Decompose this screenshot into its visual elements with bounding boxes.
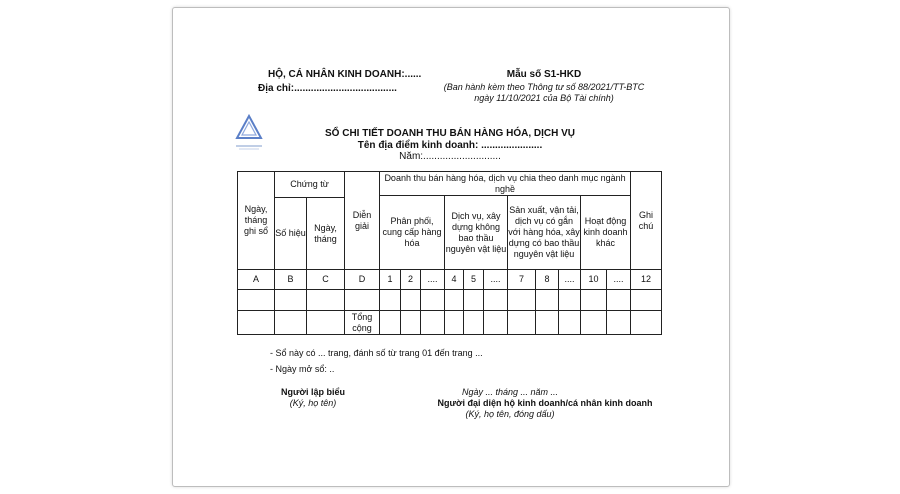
code-cell: D <box>345 270 380 290</box>
col-voucher-date-header: Ngày, tháng <box>307 198 345 270</box>
col-group4-header: Hoạt động kinh doanh khác <box>581 196 631 270</box>
code-cell: A <box>238 270 275 290</box>
code-cell: .... <box>559 270 581 290</box>
issued-by-line1: (Ban hành kèm theo Thông tư số 88/2021/TT-BTC <box>443 82 645 92</box>
code-cell: .... <box>484 270 508 290</box>
code-cell: .... <box>421 270 445 290</box>
col-group1-header: Phân phối, cung cấp hàng hóa <box>380 196 445 270</box>
code-cell: 5 <box>464 270 484 290</box>
open-date-note: - Ngày mở sổ: .. <box>270 364 335 374</box>
code-cell: 7 <box>508 270 536 290</box>
code-cell: 2 <box>401 270 421 290</box>
col-voucher-no-header: Số hiệu <box>275 198 307 270</box>
code-cell: B <box>275 270 307 290</box>
code-row <box>238 270 662 290</box>
preparer-title: Người lập biểu <box>281 387 345 397</box>
signing-date: Ngày ... tháng ... năm ... <box>461 387 559 397</box>
total-label: Tổng cộng <box>345 311 380 335</box>
col-group3-header: Sản xuất, vận tải, dịch vụ có gắn với hàng hóa, xây dựng có bao thầu nguyên vật liệu <box>508 196 581 270</box>
entry-row <box>238 290 662 311</box>
col-revenue-header: Doanh thu bán hàng hóa, dịch vụ chia theo danh mục ngành nghề <box>380 172 631 196</box>
code-cell: 10 <box>581 270 607 290</box>
representative-title: Người đại diện hộ kinh doanh/cá nhân kinh doanh <box>437 398 653 408</box>
ledger-table <box>237 171 662 335</box>
header-row-1 <box>238 172 662 196</box>
issued-by-line2: ngày 11/10/2021 của Bộ Tài chính) <box>474 93 614 103</box>
preparer-sign-note: (Ký, họ tên) <box>289 398 337 408</box>
business-name: HỘ, CÁ NHÂN KINH DOANH:...... <box>268 69 422 80</box>
code-cell: C <box>307 270 345 290</box>
document-title: SỔ CHI TIẾT DOANH THU BÁN HÀNG HÓA, DỊCH VỤ <box>325 128 575 139</box>
code-cell: 8 <box>536 270 559 290</box>
code-cell: .... <box>607 270 631 290</box>
code-cell: 1 <box>380 270 401 290</box>
logo-icon <box>233 112 265 152</box>
col-note-header: Ghi chú <box>631 172 662 270</box>
col-group2-header: Dịch vụ, xây dựng không bao thầu nguyên vật liệu <box>445 196 508 270</box>
code-cell: 12 <box>631 270 662 290</box>
business-location: Tên địa điểm kinh doanh: ...................... <box>357 140 543 151</box>
business-address: Địa chỉ:..................................... <box>258 83 397 94</box>
form-number: Mẫu số S1-HKD <box>506 69 582 80</box>
col-desc-header: Diễn giải <box>345 172 380 270</box>
col-voucher-header: Chứng từ <box>275 172 345 198</box>
year-line: Năm:............................ <box>399 151 501 162</box>
page-count-note: - Sổ này có ... trang, đánh số từ trang 01 đến trang ... <box>270 348 483 358</box>
col-date-header: Ngày, tháng ghi sổ <box>238 172 275 270</box>
representative-sign-note: (Ký, họ tên, đóng dấu) <box>465 409 555 419</box>
total-row <box>238 311 662 335</box>
code-cell: 4 <box>445 270 464 290</box>
